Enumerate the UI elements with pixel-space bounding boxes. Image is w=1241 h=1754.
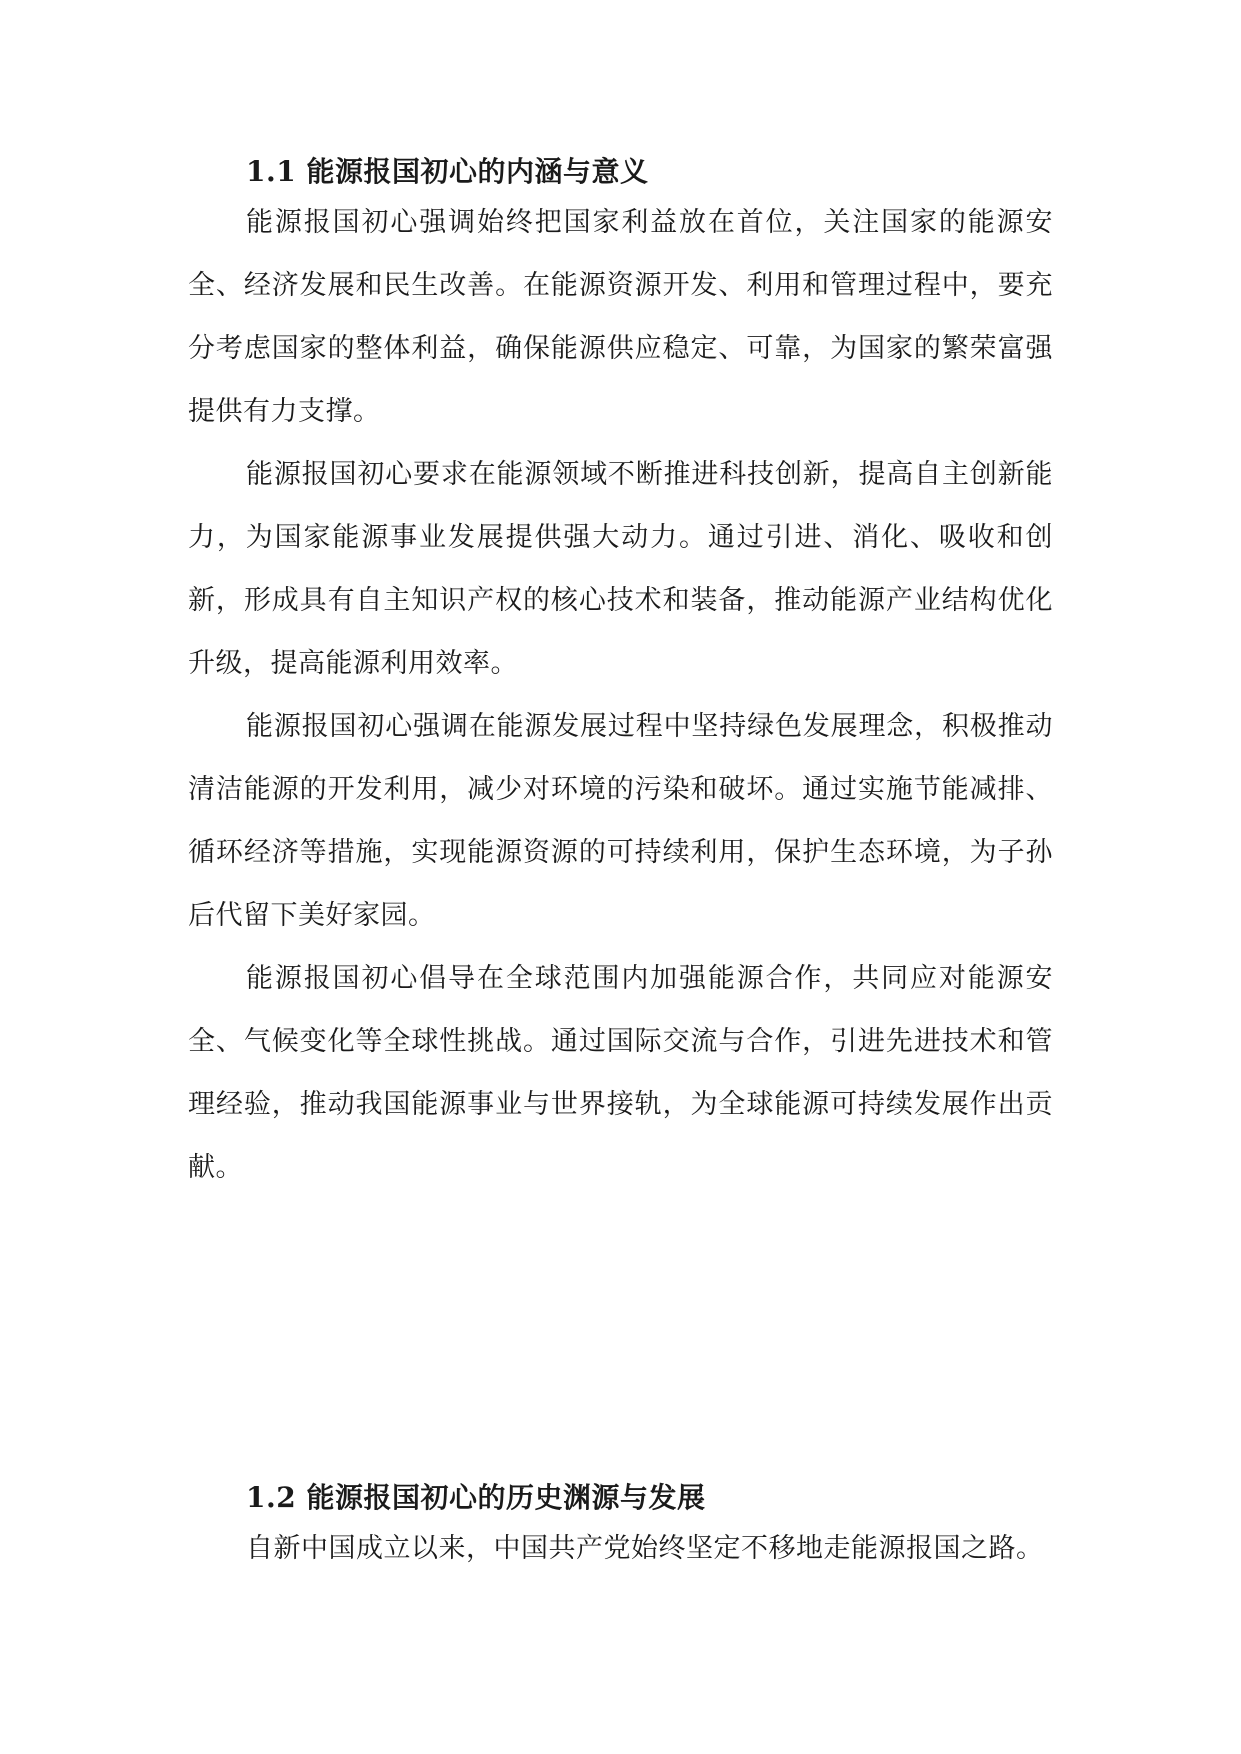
paragraph-history: 自新中国成立以来，中国共产党始终坚定不移地走能源报国之路。 (246, 1533, 1044, 1564)
section-heading-1-2: 1.2 能源报国初心的历史渊源与发展 (246, 1481, 706, 1514)
section-heading-1-1: 1.1 能源报国初心的内涵与意义 (246, 155, 649, 188)
section-1-1-body (188, 191, 1053, 1199)
paragraph-tech-innovation: 能源报国初心要求在能源领域不断推进科技创新，提高自主创新能力，为国家能源事业发展提供强大动力。通过引进、消化、吸收和创新，形成具有自主知识产权的核心技术和装备，推动能源产业结构优化升级，提高能源利用效率。 (188, 459, 1053, 679)
paragraph-national-interest: 能源报国初心强调始终把国家利益放在首位，关注国家的能源安全、经济发展和民生改善。在能源资源开发、利用和管理过程中，要充分考虑国家的整体利益，确保能源供应稳定、可靠，为国家的繁荣富强提供有力支撑。 (188, 207, 1053, 427)
paragraph-global-cooperation: 能源报国初心倡导在全球范围内加强能源合作，共同应对能源安全、气候变化等全球性挑战。通过国际交流与合作，引进先进技术和管理经验，推动我国能源事业与世界接轨，为全球能源可持续发展作出贡献。 (188, 963, 1053, 1183)
paragraph-green-development: 能源报国初心强调在能源发展过程中坚持绿色发展理念，积极推动清洁能源的开发利用，减少对环境的污染和破坏。通过实施节能减排、循环经济等措施，实现能源资源的可持续利用，保护生态环境，为子孙后代留下美好家园。 (188, 711, 1053, 931)
section-1-2-body (188, 1517, 1053, 1580)
